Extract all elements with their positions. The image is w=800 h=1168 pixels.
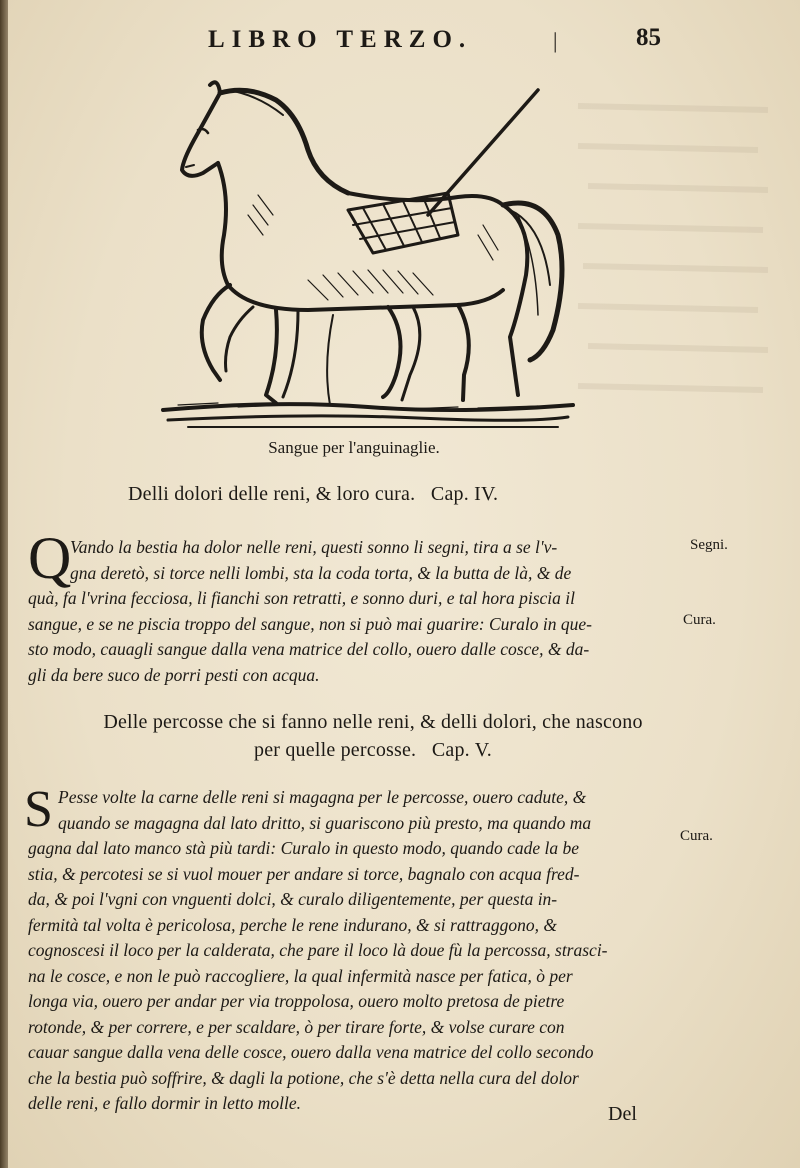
margin-note-cura-2: Cura.	[680, 828, 713, 844]
chapter-4-heading: Delli dolori delle reni, & loro cura. Cap. IV.	[128, 483, 499, 505]
text-line: quà, fa l'vrina fecciosa, li fianchi son retratti, e sonno duri, e tal hora piscia il	[28, 588, 576, 608]
text-line: cauar sangue dalla vena delle cosce, ouero dalla vena matrice del collo secondo	[28, 1042, 594, 1062]
text-line: stia, & percotesi se si vuol mouer per andare si torce, bagnalo con acqua fred-	[28, 863, 580, 884]
margin-note-segni: Segni.	[690, 537, 728, 553]
text-line: rotonde, & per correre, e per scaldare, ò per tirare forte, & volse curare con	[28, 1016, 565, 1037]
horse-woodcut-illustration	[158, 75, 578, 440]
text-line: gna deretò, si torce nelli lombi, sta la coda torta, & la butta de là, & de	[70, 562, 572, 583]
text-line: na le cosce, e non le può raccogliere, la qual infermità nasce per fatica, ò per	[28, 965, 573, 986]
text-line: da, & poi l'vgni con vnguenti dolci, & curalo diligentemente, per questa in-	[28, 889, 558, 909]
text-line: quando se magagna dal lato dritto, si guariscono più presto, ma quando ma	[58, 812, 592, 833]
chapter-5-heading-line-1: Delle percosse che si fanno nelle reni, & delli dolori, che nascono	[103, 711, 643, 733]
chapter-4-dropcap: Q	[28, 525, 72, 591]
book-page	[8, 0, 800, 1168]
catchword: Del	[608, 1103, 637, 1125]
header-mark: |	[553, 28, 558, 53]
page-number: 85	[636, 24, 661, 51]
chapter-5-heading	[53, 708, 693, 764]
text-line: delle reni, e fallo dormir in letto molle.	[28, 1093, 301, 1113]
margin-note-cura: Cura.	[683, 612, 716, 628]
page-header	[8, 22, 800, 62]
text-line: fermità tal volta è pericolosa, perche le rene indurano, & si rattraggono, &	[28, 914, 557, 935]
text-line: sto modo, cauagli sangue dalla vena matrice del collo, ouero dalle cosce, & da-	[28, 639, 590, 659]
bleed-through-texture	[568, 80, 768, 420]
text-line: Vando la bestia ha dolor nelle reni, questi sonno li segni, tira a se l'v-	[70, 537, 558, 557]
text-line: sangue, e se ne piscia troppo del sangue, non si può mai guarire: Curalo in que-	[28, 613, 592, 634]
chapter-5-dropcap: S	[24, 781, 53, 838]
text-line: che la bestia può soffrire, & dagli la potione, che s'è detta nella cura del dolor	[28, 1067, 579, 1088]
chapter-4-text	[28, 535, 683, 688]
bleed-through-lines	[568, 80, 768, 420]
text-line: longa via, ouero per andar per via troppolosa, ouero molto pretosa de pietre	[28, 991, 565, 1011]
text-line: cognoscesi il loco per la calderata, che pare il loco là doue fù la percossa, strasci-	[28, 940, 608, 960]
text-line: gagna dal lato manco stà più tardi: Curalo in questo modo, quando cade la be	[28, 838, 580, 858]
caption-text: Sangue per l'anguinaglie.	[268, 438, 440, 457]
running-title: LIBRO TERZO.	[208, 26, 473, 53]
text-line: Pesse volte la carne delle reni si magagna per le percosse, ouero cadute, &	[58, 787, 587, 807]
chapter-5-text	[28, 785, 683, 1117]
chapter-5-heading-line-2: per quelle percosse. Cap. V.	[254, 739, 492, 761]
text-line: gli da bere suco de porri pesti con acqua.	[28, 664, 320, 685]
illustration-caption	[8, 438, 800, 458]
